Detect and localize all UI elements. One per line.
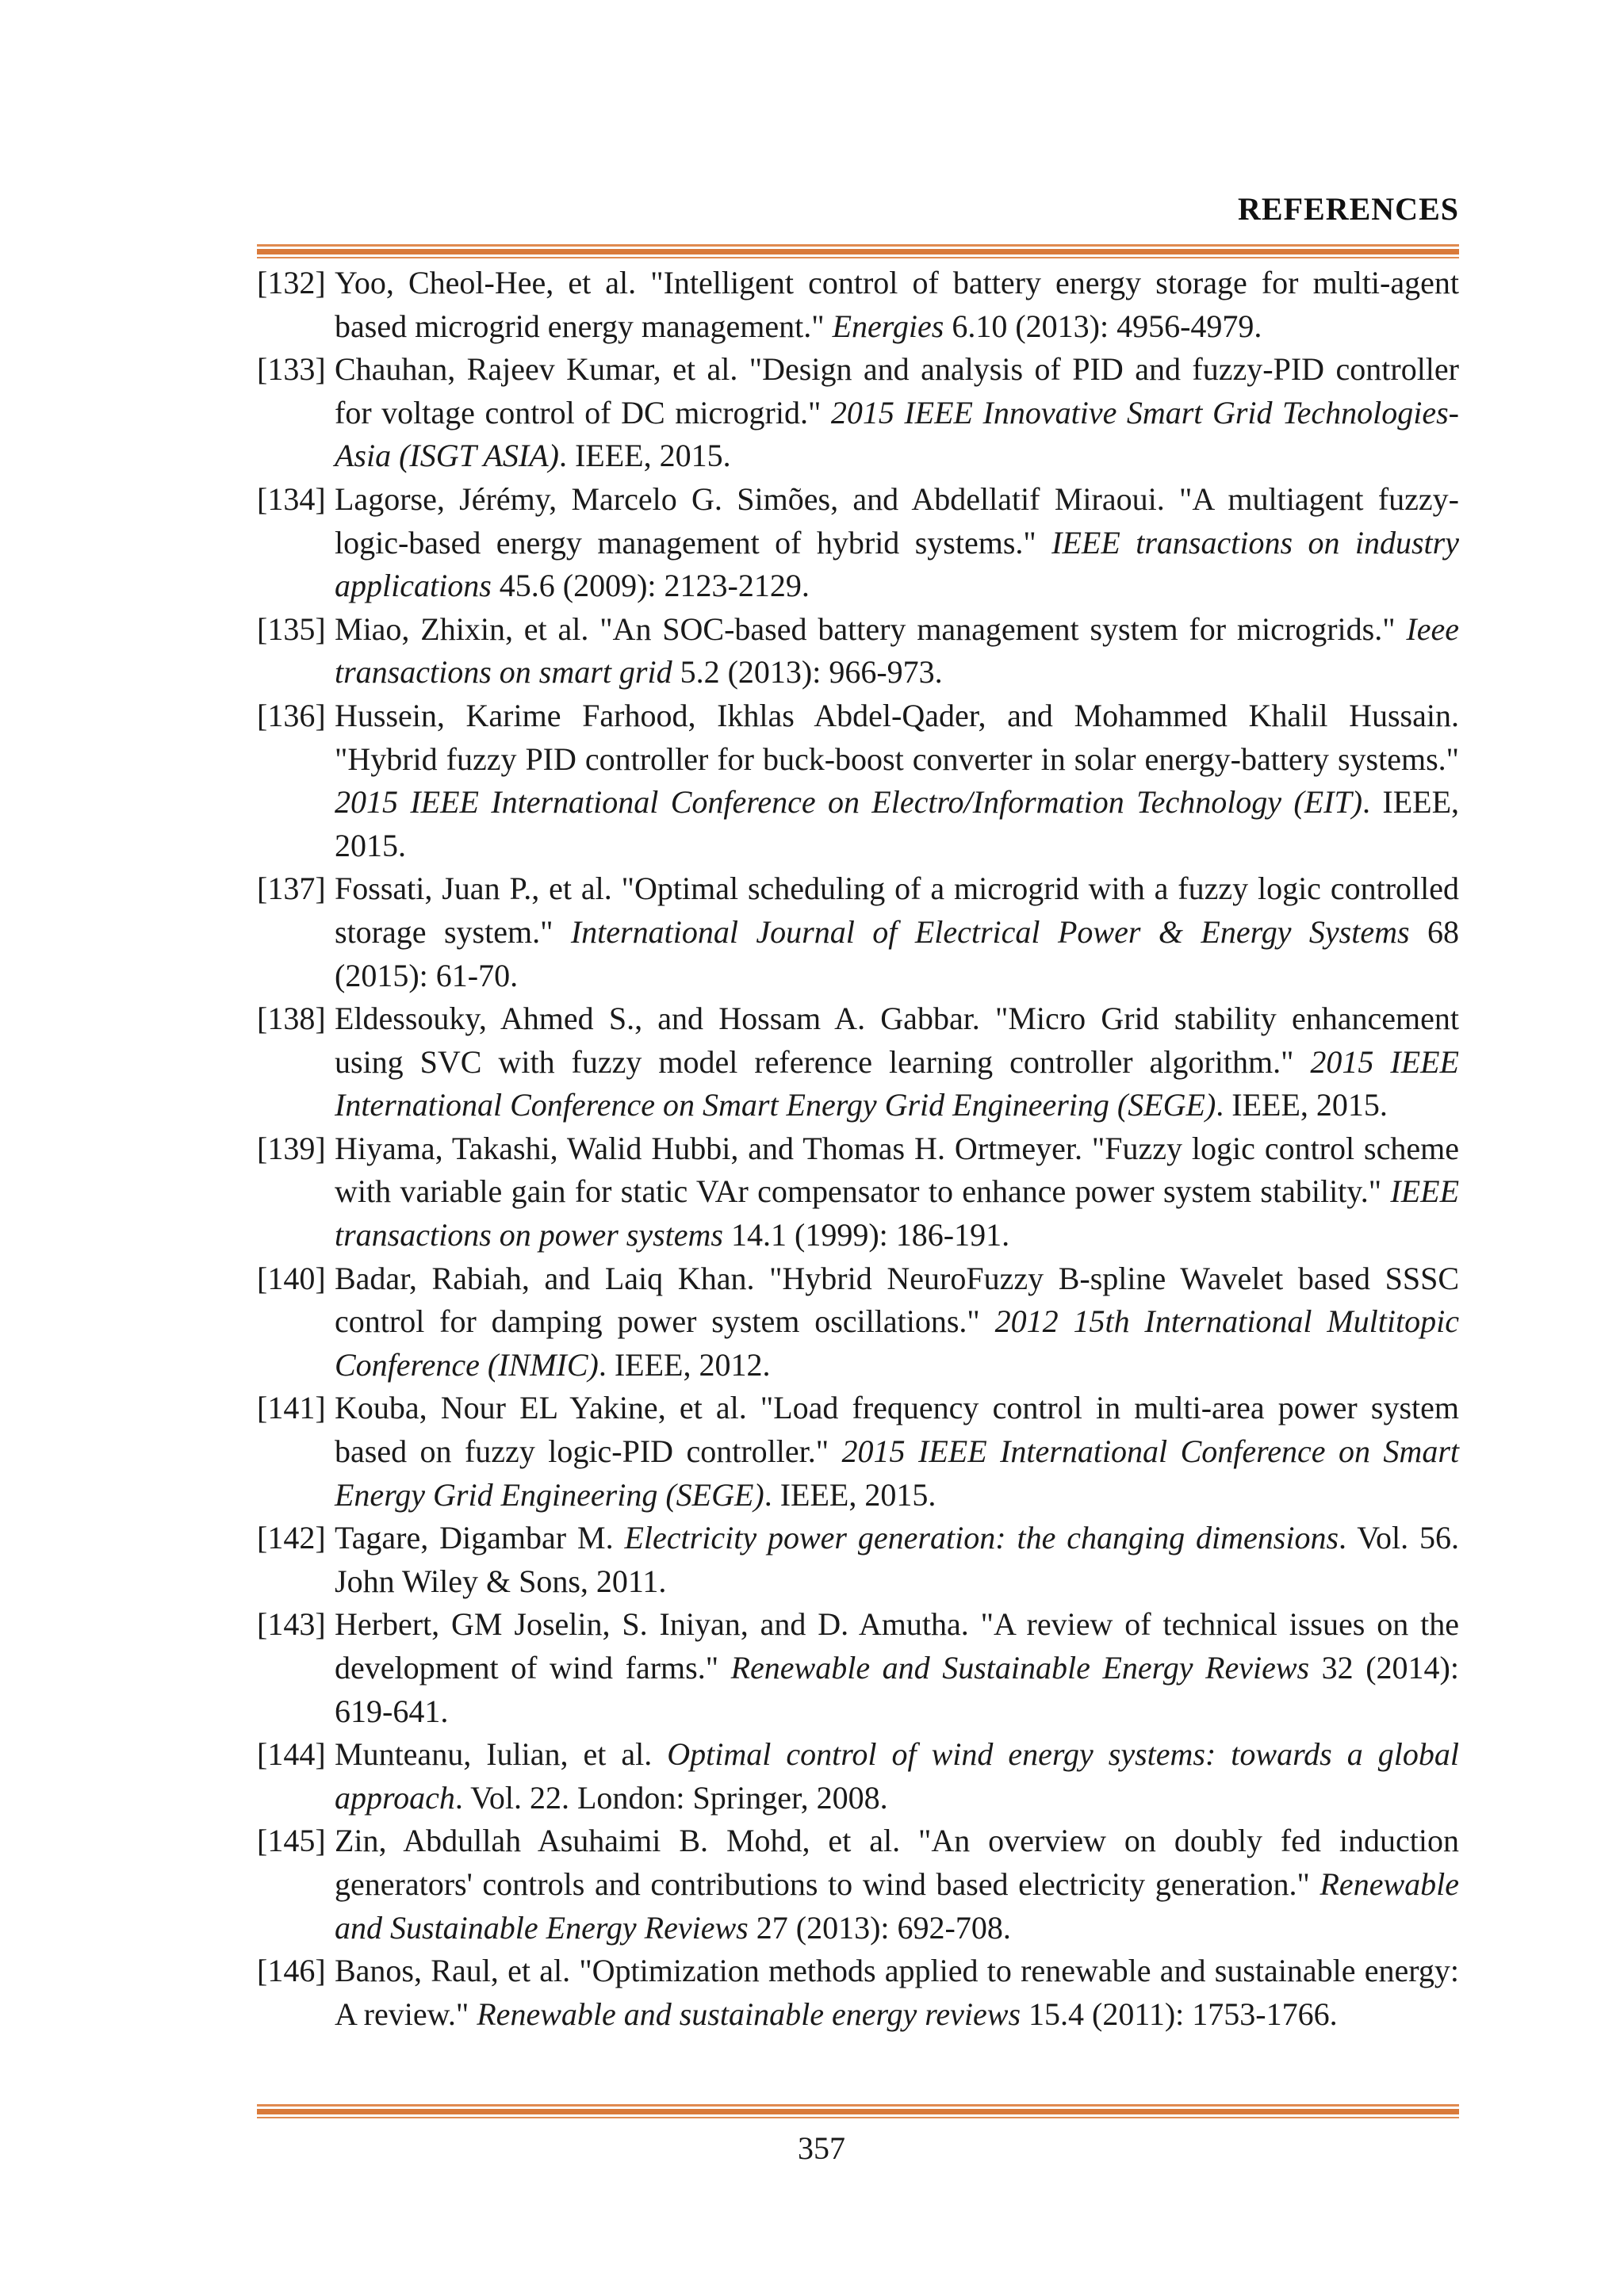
- reference-item: [257, 997, 1459, 1127]
- reference-item: [257, 1387, 1459, 1517]
- reference-number: [134]: [257, 480, 326, 517]
- reference-number: [141]: [257, 1390, 326, 1426]
- reference-venue: 2015 IEEE International Conference on Electro/Information Technology (EIT): [335, 784, 1363, 821]
- reference-item: [257, 1127, 1459, 1257]
- footer-divider: [257, 2104, 1459, 2118]
- reference-venue: Energies: [832, 308, 944, 344]
- reference-details: 6.10 (2013): 4956-4979.: [944, 308, 1262, 344]
- reference-details: . IEEE, 2015.: [335, 784, 1460, 863]
- reference-number: [139]: [257, 1130, 326, 1166]
- reference-number: [133]: [257, 351, 326, 388]
- reference-details: 27 (2013): 692-708.: [748, 1909, 1011, 1946]
- reference-number: [146]: [257, 1953, 326, 1989]
- reference-authors-title: Eldessouky, Ahmed S., and Hossam A. Gabbar. "Micro Grid stability enhancement using SVC with fuzzy model reference learning controller algorithm.": [335, 1001, 1459, 1080]
- reference-details: 5.2 (2013): 966-973.: [672, 654, 943, 691]
- header-divider: [257, 244, 1459, 258]
- reference-number: [145]: [257, 1823, 326, 1859]
- reference-venue: Renewable and Sustainable Energy Reviews: [730, 1650, 1310, 1686]
- reference-details: 15.4 (2011): 1753-1766.: [1021, 1996, 1338, 2032]
- reference-venue: Renewable and Sustainable Energy Reviews: [335, 1866, 1459, 1946]
- reference-details: 32 (2014): 619-641.: [335, 1650, 1459, 1729]
- reference-item: [257, 1820, 1459, 1950]
- reference-authors-title: Badar, Rabiah, and Laiq Khan. "Hybrid NeuroFuzzy B-spline Wavelet based SSSC control for damping power system oscillations.": [335, 1260, 1459, 1340]
- reference-authors-title: Zin, Abdullah Asuhaimi B. Mohd, et al. "An overview on doubly fed induction generators' controls and contributions to wind based electricity generation.": [335, 1823, 1459, 1902]
- reference-authors-title: Fossati, Juan P., et al. "Optimal scheduling of a microgrid with a fuzzy logic controlled storage system.": [335, 871, 1459, 950]
- reference-item: [257, 867, 1459, 997]
- reference-authors-title: Kouba, Nour EL Yakine, et al. "Load frequency control in multi-area power system based on fuzzy logic-PID controller.": [335, 1390, 1459, 1470]
- reference-details: . IEEE, 2012.: [598, 1346, 771, 1383]
- reference-number: [143]: [257, 1606, 326, 1643]
- reference-list: [257, 262, 1459, 2036]
- reference-details: . Vol. 22. London: Springer, 2008.: [454, 1779, 888, 1816]
- reference-authors-title: Yoo, Cheol-Hee, et al. "Intelligent control of battery energy storage for multi-agent based microgrid energy management.": [335, 265, 1459, 344]
- reference-authors-title: Chauhan, Rajeev Kumar, et al. "Design and analysis of PID and fuzzy-PID controller for voltage control of DC microgrid.": [335, 351, 1459, 430]
- reference-number: [137]: [257, 871, 326, 907]
- reference-authors-title: Tagare, Digambar M.: [335, 1520, 625, 1556]
- reference-authors-title: Miao, Zhixin, et al. "An SOC-based battery management system for microgrids.": [335, 610, 1407, 647]
- reference-item: [257, 1257, 1459, 1387]
- running-header: REFERENCES: [1238, 191, 1459, 227]
- reference-authors-title: Banos, Raul, et al. "Optimization methods applied to renewable and sustainable energy: A review.": [335, 1953, 1459, 2032]
- reference-number: [140]: [257, 1260, 326, 1296]
- reference-details: 45.6 (2009): 2123-2129.: [491, 568, 810, 604]
- page-number: 357: [798, 2130, 845, 2166]
- reference-authors-title: Munteanu, Iulian, et al.: [335, 1736, 668, 1773]
- reference-number: [136]: [257, 697, 326, 733]
- reference-details: . IEEE, 2015.: [1216, 1087, 1388, 1123]
- reference-details: . IEEE, 2015.: [558, 438, 731, 474]
- reference-number: [132]: [257, 265, 326, 300]
- reference-venue: 2012 15th International Multitopic Conference (INMIC): [335, 1303, 1459, 1383]
- reference-authors-title: Hiyama, Takashi, Walid Hubbi, and Thomas H. Ortmeyer. "Fuzzy logic control scheme with variable gain for static VAr compensator to enhance power system stability.": [335, 1130, 1459, 1210]
- reference-venue: International Journal of Electrical Power & Energy Systems: [570, 913, 1410, 950]
- reference-venue: 2015 IEEE International Conference on Smart Energy Grid Engineering (SEGE): [335, 1433, 1460, 1513]
- reference-item: [257, 478, 1459, 608]
- reference-item: [257, 1517, 1459, 1603]
- reference-venue: IEEE transactions on industry applications: [335, 524, 1459, 604]
- reference-venue: Ieee transactions on smart grid: [335, 610, 1459, 691]
- reference-item: [257, 348, 1459, 478]
- reference-number: [144]: [257, 1736, 326, 1773]
- reference-details: . IEEE, 2015.: [764, 1476, 936, 1513]
- reference-item: [257, 262, 1459, 348]
- reference-item: [257, 695, 1459, 867]
- reference-venue: Electricity power generation: the changing dimensions: [624, 1520, 1339, 1556]
- reference-venue: 2015 IEEE Innovative Smart Grid Technologies-Asia (ISGT ASIA): [335, 394, 1460, 474]
- reference-details: 68 (2015): 61-70.: [335, 913, 1459, 993]
- reference-details: 14.1 (1999): 186-191.: [723, 1217, 1010, 1253]
- reference-number: [138]: [257, 1001, 326, 1037]
- reference-venue: Optimal control of wind energy systems: towards a global approach: [335, 1736, 1459, 1816]
- reference-venue: Renewable and sustainable energy reviews: [477, 1996, 1021, 2032]
- reference-item: [257, 1950, 1459, 2036]
- reference-venue: IEEE transactions on power systems: [335, 1173, 1459, 1253]
- reference-item: [257, 608, 1459, 695]
- reference-authors-title: Lagorse, Jérémy, Marcelo G. Simões, and Abdellatif Miraoui. "A multiagent fuzzy-logic-based energy management of hybrid systems.": [335, 480, 1459, 561]
- reference-number: [142]: [257, 1520, 326, 1556]
- reference-authors-title: Herbert, GM Joselin, S. Iniyan, and D. Amutha. "A review of technical issues on the development of wind farms.": [335, 1606, 1459, 1686]
- reference-details: . Vol. 56. John Wiley & Sons, 2011.: [335, 1520, 1460, 1599]
- reference-venue: 2015 IEEE International Conference on Smart Energy Grid Engineering (SEGE): [335, 1043, 1459, 1123]
- reference-item: [257, 1603, 1459, 1733]
- reference-authors-title: Hussein, Karime Farhood, Ikhlas Abdel-Qader, and Mohammed Khalil Hussain. "Hybrid fuzzy PID controller for buck-boost converter in solar energy-battery systems.": [335, 697, 1459, 777]
- reference-number: [135]: [257, 610, 326, 647]
- reference-item: [257, 1733, 1459, 1820]
